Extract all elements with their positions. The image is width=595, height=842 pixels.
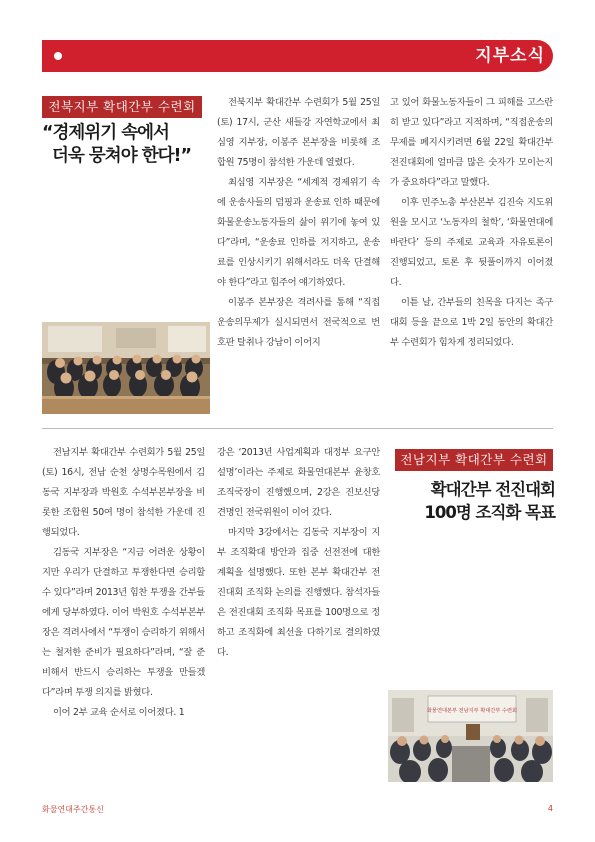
article2-column-2 — [217, 443, 380, 663]
article2-paragraph: 마지막 3강에서는 김동국 지부장이 지부 조직확대 방안과 집중 선전전에 대한 계획을 설명했다. 또한 본부 확대간부 전진대회 조직화 논의를 진행했다. 참석자들은 전진대회 조직화 목표를 100명으로 정하고 조직화에 최선을 다하기로 결의하였다. — [217, 527, 380, 658]
article2-headline — [392, 478, 555, 524]
article1-column-2 — [390, 93, 553, 353]
article1-paragraph: 최심영 지부장은 “세계적 경제위기 속에 운송사들의 덤핑과 운송료 인하 때문에 화물운송노동자들의 삶이 위기에 놓여 있다”라며, “운송료 인하를 저지하고, 운송료를 인상시키기 위해서라도 더욱 단결해야 한다”라고 힘주어 얘기하였다. — [217, 177, 380, 288]
article2-headline-line-1: 확대간부 전진대회 — [430, 480, 555, 499]
article1-headline — [42, 122, 207, 168]
article1-label: 전북지부 확대간부 수련회 — [42, 96, 202, 118]
section-title: 지부소식 — [475, 46, 545, 66]
article2-headline-line-2: 100명 조직화 목표 — [424, 503, 555, 522]
banner-text: 화물연대본부 전남지부 확대간부 수련회 — [426, 708, 518, 714]
article1-paragraph: 이후 민주노총 부산본부 김진숙 지도위원을 모시고 ‘노동자의 철학’, ‘화물연대에 바란다’ 등의 주제로 교육과 자유토론이 진행되었고, 토론 후 뒷풀이까지 이어졌다. — [390, 197, 553, 288]
article1-paragraph: 고 있어 화물노동자들이 그 피해를 고스란히 받고 있다”라고 지적하며, “직접운송의무제를 폐지시키려면 6월 22일 확대간부 전진대회에 얼마큼 많은 숫자가 모이는지가 중요하다”라고 말했다. — [390, 97, 553, 188]
article1-headline-line-2: 더욱 뭉쳐야 한다!” — [52, 146, 192, 166]
article1-column-1 — [217, 93, 380, 353]
article1-paragraph: 이봉주 본부장은 격려사를 통해 “직접운송의무제가 실시되면서 전국적으로 번호판 탈취나 강남이 이어지 — [217, 297, 380, 348]
article-divider — [42, 428, 553, 429]
footer-publication: 화물연대주간통신 — [42, 805, 104, 814]
article2-photo — [388, 690, 553, 782]
article1-headline-line-1: “경제위기 속에서 — [42, 123, 169, 143]
article2-paragraph: 강은 ‘2013년 사업계획과 대정부 요구안 설명’이라는 주제로 화물연대본부 윤창호 조직국장이 진행했으며, 2강은 진보신당 견명인 전국위원이 이어 갔다. — [217, 447, 380, 518]
article2-paragraph: 전남지부 확대간부 수련회가 5월 25일(토) 16시, 전남 순천 상명수목원에서 김동국 지부장과 박원호 수석부본부장을 비롯한 조합원 50여 명이 참석한 가운데 진행되었다. — [42, 447, 205, 538]
article2-paragraph: 이어 2부 교육 순서로 이어졌다. 1 — [53, 707, 185, 718]
dot-icon — [54, 52, 62, 60]
article1-paragraph: 전북지부 확대간부 수련회가 5월 25일(토) 17시, 군산 새들강 자연학교에서 최심영 지부장, 이봉주 본부장을 비롯해 조합원 75명이 참석한 가운데 열렸다. — [217, 97, 380, 168]
article2-label: 전남지부 확대간부 수련회 — [395, 449, 553, 471]
article1-paragraph: 이튿 날, 간부들의 친목을 다지는 족구대회 등을 끝으로 1박 2일 동안의 확대간부 수련회가 힘차게 정리되었다. — [390, 297, 553, 348]
article2-paragraph: 김동국 지부장은 “지금 어려운 상황이지만 우리가 단결하고 투쟁한다면 승리할 수 있다”라며 2013년 힘찬 투쟁을 간부들에게 당부하였다. 이어 박원호 수석부본부장은 격려사에서 “투쟁이 승리하기 위해서는 철저한 준비가 필요하다”라며, “잘 준비해서 반드시 승리하는 투쟁을 만들겠다”라며 투쟁 의지를 밝혔다. — [42, 547, 205, 698]
article1-photo — [42, 322, 210, 414]
article2-column-1 — [42, 443, 205, 723]
page-number: 4 — [547, 804, 553, 813]
